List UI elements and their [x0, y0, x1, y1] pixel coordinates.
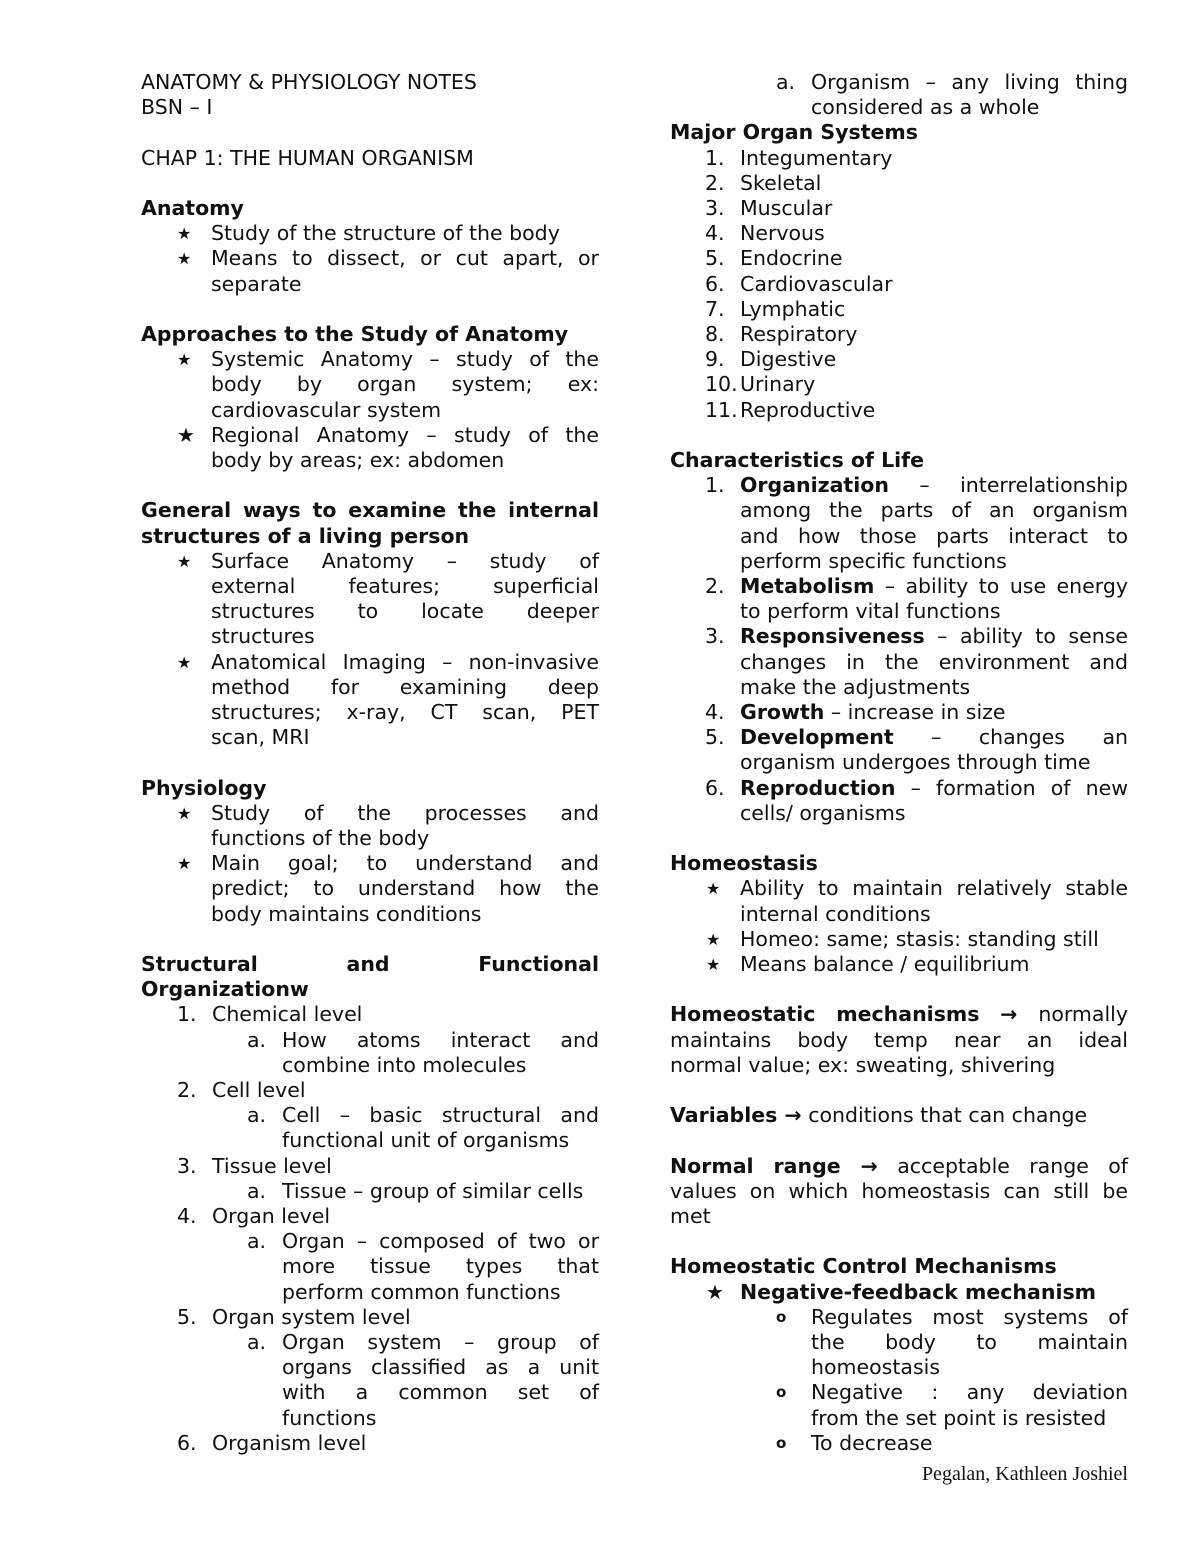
section-heading-cont: structures of a living person: [141, 523, 470, 548]
list-item: ★ Means balance / equilibrium: [670, 952, 1128, 977]
star-bullet-icon: ★: [706, 1279, 724, 1304]
list-item: ★ Regional Anatomy – study of the body by areas; ex: abdomen: [141, 423, 599, 473]
list-item: ★ Study of the processes and functions of the body: [141, 801, 599, 851]
list-item: a. Tissue – group of similar cells: [247, 1178, 584, 1203]
list-item: ★ Anatomical Imaging – non-invasive method for examining deep structures; x-ray, CT scan, PET scan, MRI: [141, 650, 599, 751]
list-item: 2. Skeletal: [705, 170, 822, 195]
star-bullet-icon: ★: [177, 803, 192, 823]
section-heading: Approaches to the Study of Anatomy: [141, 321, 569, 346]
section-heading: Major Organ Systems: [670, 120, 918, 145]
section-heading: Physiology: [141, 775, 267, 800]
circle-bullet-icon: o: [776, 1433, 787, 1452]
star-bullet-icon: ★: [177, 422, 195, 447]
list-item: a. Organ – composed of two or more tissue types that perform common functions: [247, 1229, 599, 1304]
section-heading: Characteristics of Life: [670, 448, 924, 473]
list-item: a. How atoms interact and combine into molecules: [247, 1027, 599, 1077]
list-item: 4. Nervous: [705, 221, 825, 246]
list-item: o Negative : any deviation from the set point is resisted: [670, 1380, 1128, 1430]
list-item: 4. Growth – increase in size: [705, 700, 1006, 725]
star-bullet-icon: ★: [706, 929, 721, 949]
list-item: 3. Responsiveness – ability to sense changes in the environment and make the adjustments: [705, 624, 1128, 699]
list-item: 4. Organ level: [177, 1204, 331, 1229]
list-item: 1. Chemical level: [177, 1002, 363, 1027]
list-item: 7. Lymphatic: [705, 296, 846, 321]
variables-paragraph: Variables → conditions that can change: [670, 1103, 1088, 1128]
section-heading: General ways to examine the internal: [141, 498, 599, 523]
star-bullet-icon: ★: [177, 551, 192, 571]
star-bullet-icon: ★: [706, 879, 721, 899]
list-item: 1. Integumentary: [705, 145, 893, 170]
list-item: a. Organ system – group of organs classified as a unit with a common set of functions: [247, 1330, 599, 1430]
list-item: ★ Negative-feedback mechanism: [670, 1280, 1128, 1305]
list-item: 6. Reproduction – formation of new cells/ organisms: [705, 775, 1128, 825]
list-item: 5. Endocrine: [705, 246, 843, 271]
list-item: 2. Cell level: [177, 1078, 306, 1103]
doc-title: ANATOMY & PHYSIOLOGY NOTES: [141, 70, 477, 94]
list-item: 6. Organism level: [177, 1430, 367, 1455]
star-bullet-icon: ★: [177, 249, 192, 269]
star-bullet-icon: ★: [177, 652, 192, 672]
list-item: 1. Organization – interrelationship among the parts of an organism and how those parts interact to perform specific functions: [705, 473, 1128, 573]
list-item: ★ Surface Anatomy – study of external features; superficial structures to locate deeper structures: [141, 549, 599, 650]
section-heading: Homeostasis: [670, 851, 818, 876]
arrow-right-icon: →: [840, 1153, 878, 1178]
list-item: ★ Ability to maintain relatively stable internal conditions: [670, 876, 1128, 926]
star-bullet-icon: ★: [706, 955, 721, 975]
course-label: BSN – I: [141, 95, 213, 120]
left-column: [141, 70, 599, 1456]
mechanisms-paragraph: Homeostatic mechanisms → normally: [670, 1002, 1128, 1027]
normal-range-paragraph: Normal range → acceptable range of: [670, 1153, 1128, 1178]
circle-bullet-icon: o: [776, 1383, 787, 1402]
section-heading-cont: Organizationw: [141, 977, 309, 1002]
list-item: ★ Study of the structure of the body: [141, 221, 599, 246]
right-column: a. Organism – any living thing considered as a whole Major Organ Systems 1. Integumentary 2. Skeletal 3. Muscular 4. Nervous 5. Endocrine 6. Cardiovascular 7. Lymphatic 8. Respiratory 9. Digestive 10. Urinary 11. Reproductive Characteristics of Life 1. Organization – interrelationship among the parts of an organism and how those parts interact to perform specific functions 2. Metabolism – ability to use energy to perform vital functions 3. Responsiveness – ability to sense changes in the environment and make the adjustments 4. Growth – increase in size 5. Development – changes an organism undergoes through time 6. Reproduction – formation of new cells/ organisms Homeostasis ★ Ability to maintain relatively stable internal conditions ★ Homeo: same; stasis: standing still ★ Means balance / equilibrium Homeostatic mechanisms → normally maintains body temp near an ideal normal value; ex: sweating, shivering Variables → conditions that can change Normal range → acceptable range of values on which homeostasis can still be met Homeostatic Control Mechanisms ★ Negative-feedback mechanism o Regulates most systems of the body to maintain homeostasis o Negative : any deviation from the set point is resisted o To decrease: [670, 70, 1128, 1455]
list-item: ★ Means to dissect, or cut apart, or separate: [141, 246, 599, 296]
list-item: a. Organism – any living thing considered as a whole: [776, 70, 1128, 120]
list-item: ★ Homeo: same; stasis: standing still: [670, 927, 1128, 952]
list-item: 10. Urinary: [705, 372, 816, 397]
list-item: 8. Respiratory: [705, 322, 858, 347]
list-item: 9. Digestive: [705, 347, 837, 372]
list-item: ★ Systemic Anatomy – study of the body by organ system; ex: cardiovascular system: [141, 347, 599, 423]
chapter-title: CHAP 1: THE HUMAN ORGANISM: [141, 145, 474, 170]
star-bullet-icon: ★: [177, 854, 192, 874]
section-heading: Anatomy: [141, 195, 244, 220]
list-item: ★ Main goal; to understand and predict; to understand how the body maintains conditions: [141, 851, 599, 927]
list-item: o Regulates most systems of the body to maintain homeostasis: [670, 1305, 1128, 1381]
circle-bullet-icon: o: [776, 1307, 787, 1326]
list-item: 3. Tissue level: [177, 1153, 332, 1178]
footer-author: Pegalan, Kathleen Joshiel: [921, 1463, 1128, 1485]
section-heading: Homeostatic Control Mechanisms: [670, 1254, 1057, 1279]
list-item: 2. Metabolism – ability to use energy to perform vital functions: [705, 574, 1128, 624]
list-item: 5. Development – changes an organism undergoes through time: [705, 725, 1128, 775]
arrow-right-icon: →: [979, 1002, 1039, 1027]
list-item: 5. Organ system level: [177, 1304, 411, 1329]
list-item: 6. Cardiovascular: [705, 271, 893, 296]
arrow-right-icon: →: [777, 1103, 802, 1128]
list-item: a. Cell – basic structural and functional unit of organisms: [247, 1103, 599, 1153]
star-bullet-icon: ★: [177, 224, 192, 244]
list-item: 3. Muscular: [705, 196, 833, 221]
list-item: o To decrease: [670, 1431, 1128, 1456]
section-heading: Structural and Functional: [141, 952, 599, 977]
star-bullet-icon: ★: [177, 350, 192, 370]
list-item: 11. Reproductive: [705, 397, 876, 422]
